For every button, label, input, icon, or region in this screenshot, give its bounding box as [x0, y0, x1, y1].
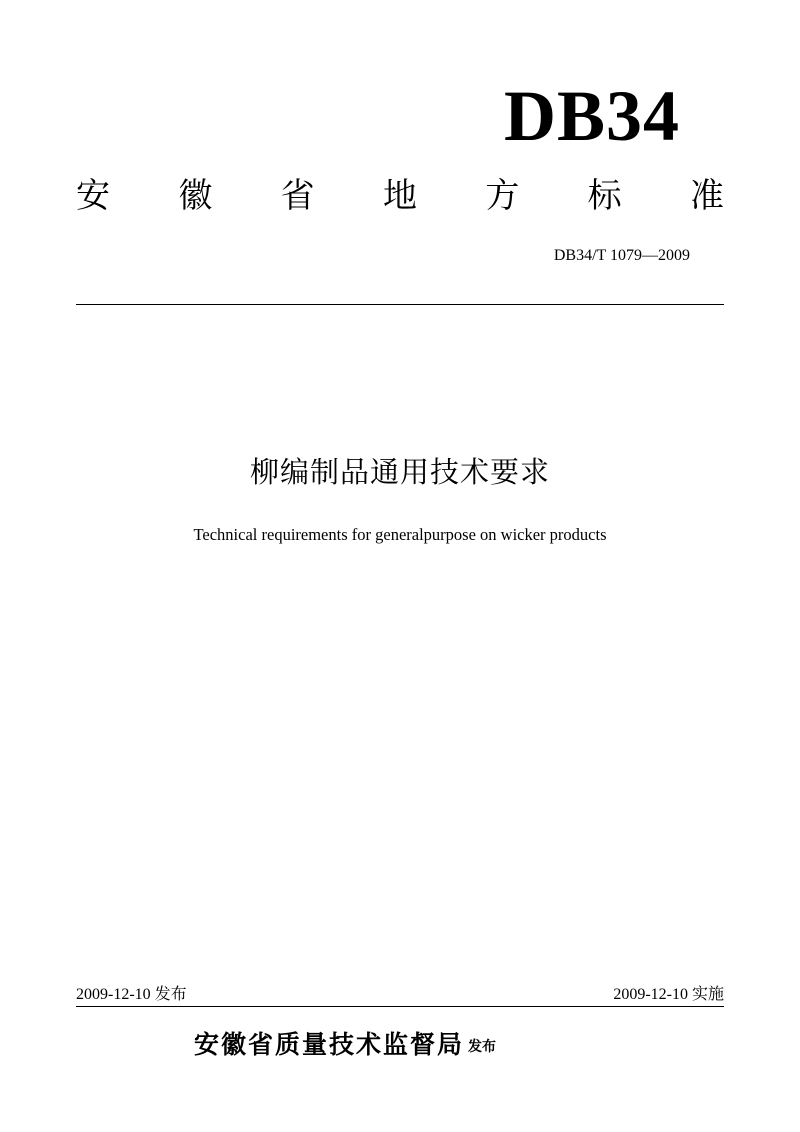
implementation-date: 2009-12-10 实施: [613, 986, 724, 1003]
standard-category-char: 徽: [178, 176, 213, 216]
issue-date: 2009-12-10 发布: [76, 986, 187, 1003]
standard-category-char: 地: [382, 176, 417, 216]
standard-category-char: 标: [587, 176, 622, 216]
document-title-english: Technical requirements for generalpurpose on wicker products: [193, 525, 607, 544]
publisher-line: [194, 1027, 496, 1067]
standard-code: DB34: [503, 76, 680, 156]
standard-number: DB34/T 1079—2009: [553, 247, 690, 264]
header-divider: [76, 304, 724, 305]
standard-category-char: 安: [76, 176, 110, 216]
standard-category-title: [76, 176, 724, 216]
standard-category-char: 方: [485, 176, 520, 216]
standard-category-char: 准: [689, 176, 724, 216]
publisher-suffix: 发布: [468, 1039, 497, 1055]
standard-category-char: 省: [280, 176, 315, 216]
document-title-chinese: 柳编制品通用技术要求: [249, 455, 550, 489]
publisher-name: 安徽省质量技术监督局: [194, 1030, 465, 1059]
footer-divider: [76, 1006, 724, 1007]
